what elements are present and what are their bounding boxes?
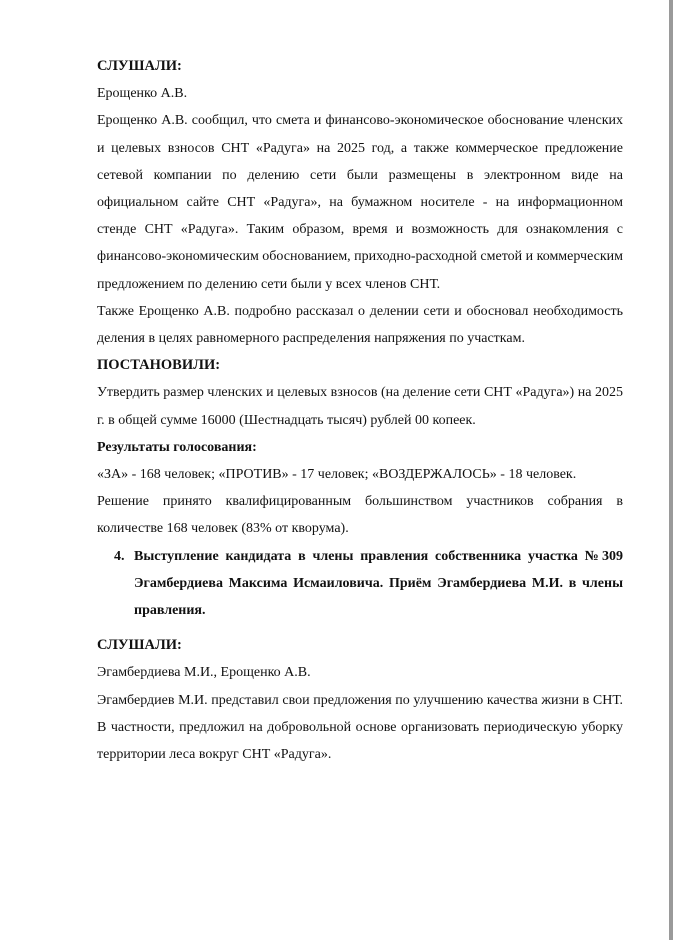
resolved-heading: ПОСТАНОВИЛИ: [97,357,221,374]
resolution-text: Утвердить размер членских и целевых взносов (на деление сети СНТ «Радуга») на 2025 г. в общей сумме 16000 (Шестнадцать тысяч) рублей 00 копеек. [97,385,623,428]
decision-text: Решение принято квалифицированным большинством участников собрания в количестве 168 человек (83% от кворума). [97,494,623,537]
agenda-item-number: 4. [114,548,125,564]
agenda-item-4 [97,543,623,625]
heard-heading: СЛУШАЛИ: [97,58,182,74]
voting-heading: Результаты голосования: [97,439,257,455]
agenda-item-text: Выступление кандидата в члены правления собственника участка №309 Эгамбердиева Максима Исмаиловича. Приём Эгамбердиева М.И. в члены правления. [134,548,623,619]
speaker-name: Ерощенко А.В. [97,86,188,102]
speakers-names: Эгамбердиева М.И., Ерощенко А.В. [97,665,311,681]
report-paragraph-2: Также Ерощенко А.В. подробно рассказал о делении сети и обосновал необходимость деления в целях равномерного распределения напряжения по участкам. [97,303,623,347]
report-paragraph: Ерощенко А.В. сообщил, что смета и финансово-экономическое обоснование членских и целевых взносов СНТ «Радуга» на 2025 год, а также коммерческое предложение сетевой компании по делению сети были размещены в электронном виде на официальном сайте СНТ «Радуга», на бумажном носителе - на информационном стенде СНТ «Радуга». Таким образом, время и возможность для ознакомления с финансово-экономическим обоснованием, приходно-расходной сметой и коммерческим предложением по делению сети были у всех членов СНТ. [97,113,623,292]
document-content [97,53,623,768]
page-edge [669,0,673,940]
heard-heading-2: СЛУШАЛИ: [97,637,182,654]
proposal-paragraph: Эгамбердиев М.И. представил свои предложения по улучшению качества жизни в СНТ. В частности, предложил на добровольной основе организовать периодическую уборку территории леса вокруг СНТ «Радуга». [97,692,623,763]
voting-results: «ЗА» - 168 человек; «ПРОТИВ» - 17 человек; «ВОЗДЕРЖАЛОСЬ» - 18 человек. [97,467,577,483]
